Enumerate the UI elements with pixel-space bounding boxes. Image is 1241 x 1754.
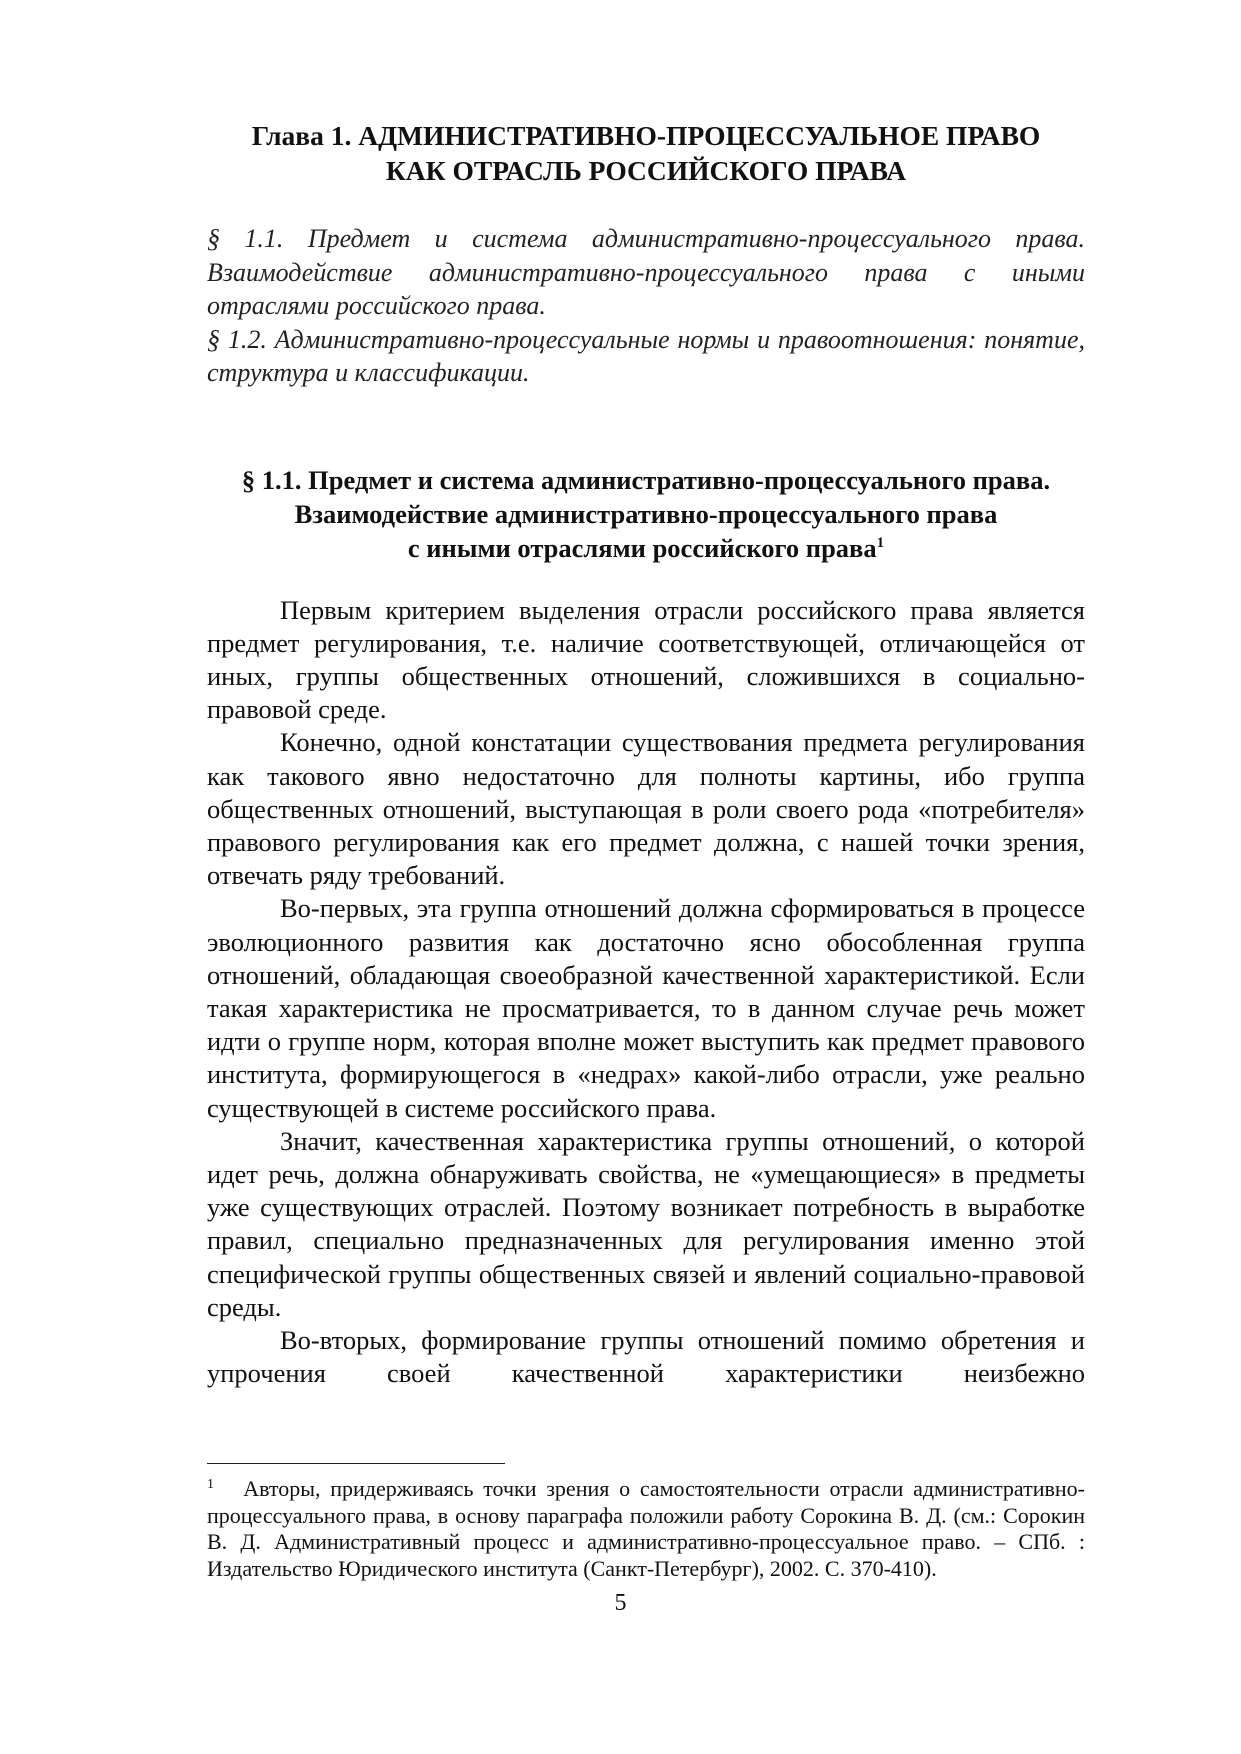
section-title-line2: Взаимодействие административно-процессуального права [294,498,998,529]
paragraph: Конечно, одной констатации существования предмета регулирования как такового явно недостаточно для полноты картины, ибо группа общественных отношений, выступающая в роли своего рода «потребителя» правового регулирования как его предмет должна, с нашей точки зрения, отвечать ряду требований. [207,727,1085,891]
contents-item: § 1.1. Предмет и система административно-процессуального права. Взаимодействие административно-процессуального права с иными отраслями российского права. [207,224,1085,320]
chapter-title-line2: КАК ОТРАСЛЬ РОССИЙСКОГО ПРАВА [385,155,907,186]
contents-item: § 1.2. Административно-процессуальные нормы и правоотношения: понятие, структура и классификации. [207,324,1085,387]
footnote-reference: 1 [876,534,885,551]
paragraph: Первым критерием выделения отрасли российского права является предмет регулирования, т.е. наличие соответствующей, отличающейся от иных, группы общественных отношений, сложившихся в социально-правовой среде. [207,594,1085,725]
page-number: 5 [614,1590,627,1616]
section-title [207,463,1085,565]
chapter-title-line1: Глава 1. АДМИНИСТРАТИВНО-ПРОЦЕССУАЛЬНОЕ ПРАВО [251,120,1041,151]
footnote [207,1476,1085,1582]
chapter-title [207,118,1085,188]
chapter-contents [207,222,1085,390]
paragraph: Во-первых, эта группа отношений должна сформироваться в процессе эволюционного развития как достаточно ясно обособленная группа отношений, обладающая своеобразной качественной характеристикой. Если такая характеристика не просматривается, то в данном случае речь может идти о группе норм, которая вполне может выступить как предмет правового института, формирующегося в «недрах» какой-либо отрасли, уже реально существующей в системе российского права. [207,893,1085,1123]
paragraph: Значит, качественная характеристика группы отношений, о которой идет речь, должна обнаруживать свойства, не «умещающиеся» в предметы уже существующих отраслей. Поэтому возникает потребность в выработке правил, специально предназначенных для регулирования именно этой специфической группы общественных связей и явлений социально-правовой среды. [207,1125,1085,1322]
body-text [207,594,1085,1391]
page-content [207,118,1085,1390]
footnote-text: Авторы, придерживаясь точки зрения о самостоятельности отрасли административно-процессуального права, в основу параграфа положили работу Сорокина В. Д. (см.: Сорокин В. Д. Административный процесс и административно-процессуальное право. – СПб. : Издательство Юридического института (Санкт-Петербург), 2002. С. 370-410). [207,1476,1085,1581]
footnote-number: 1 [207,1477,214,1492]
footnote-divider [207,1463,505,1464]
section-title-line3: с иными отраслями российского права [407,532,877,563]
section-title-line1: § 1.1. Предмет и система административно-процессуального права. [241,464,1051,495]
paragraph: Во-вторых, формирование группы отношений помимо обретения и упрочения своей качественной характеристики неизбежно [207,1324,1085,1389]
